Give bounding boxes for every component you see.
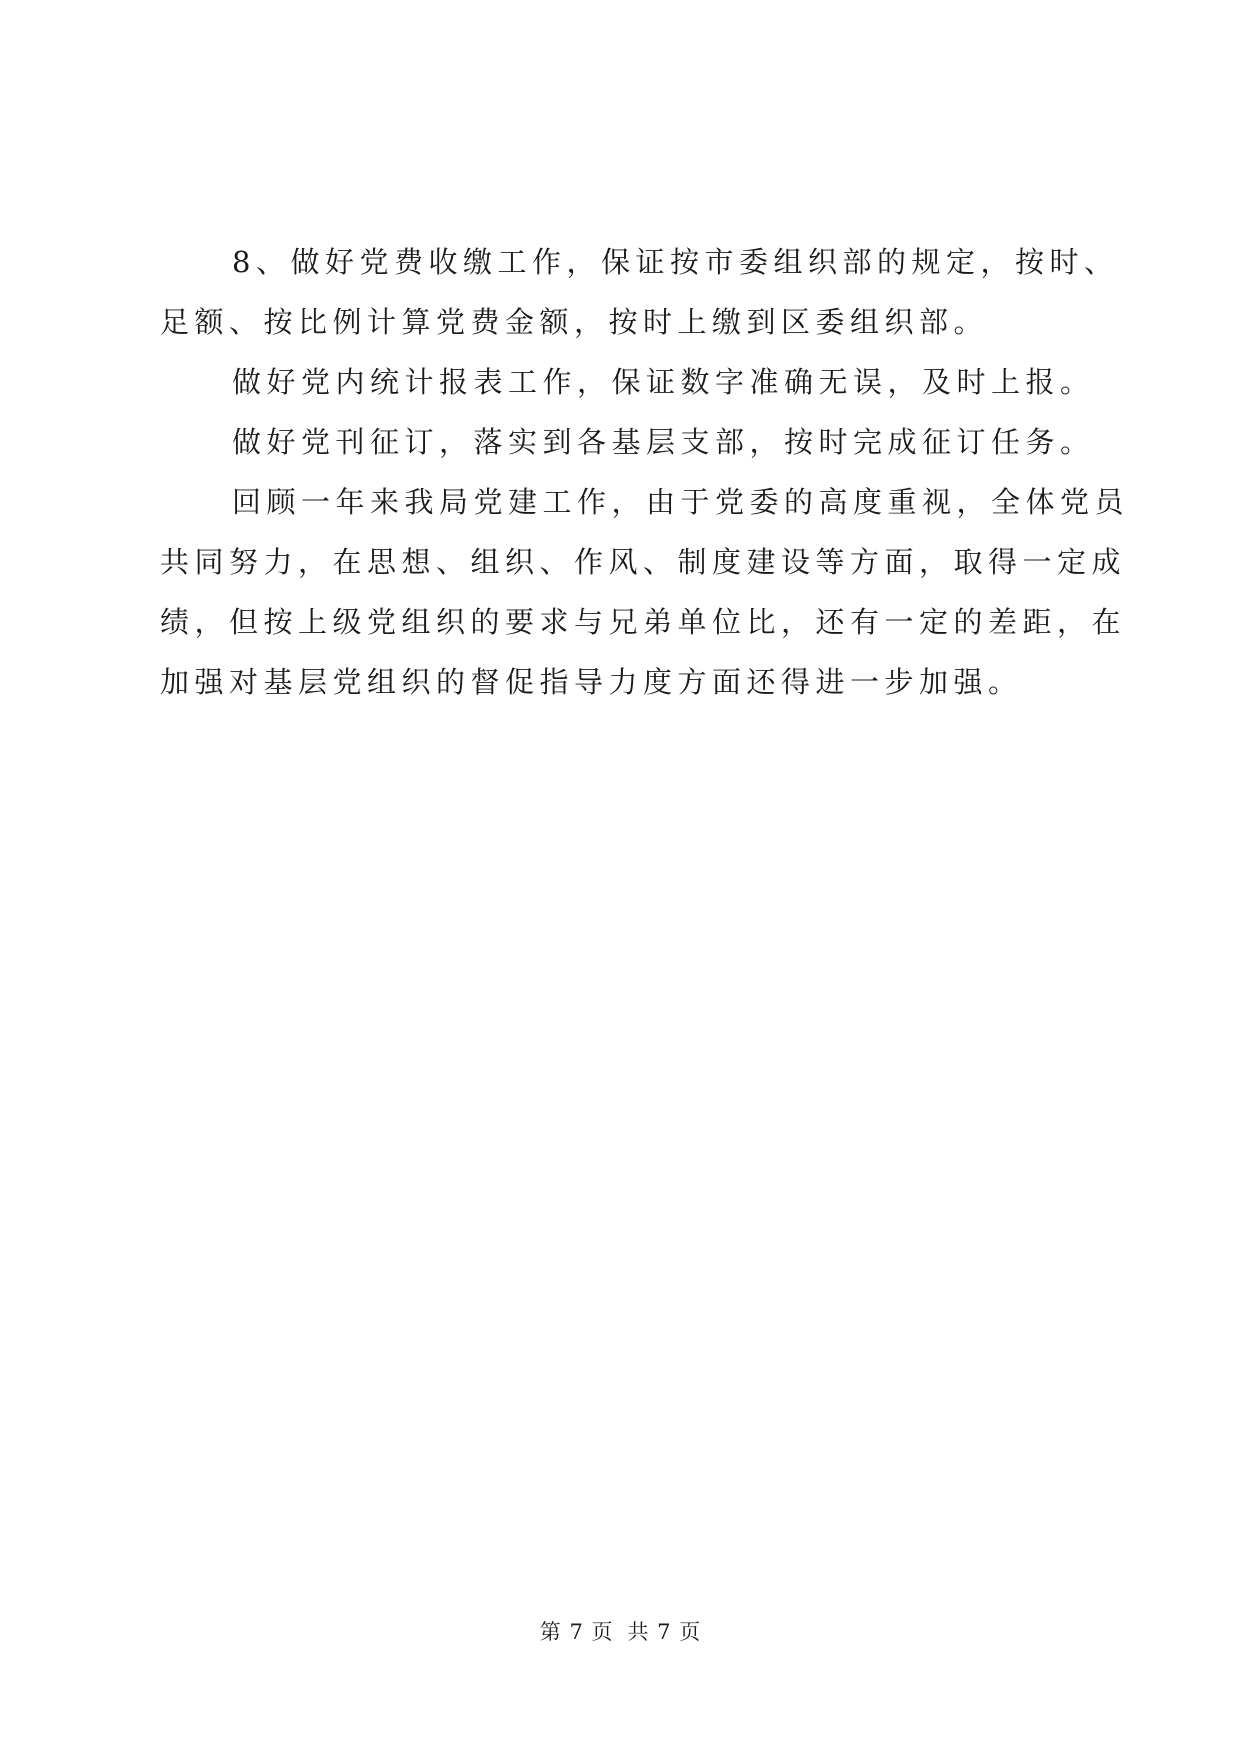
- page-number: 第 7 页: [539, 1620, 614, 1644]
- paragraph-line: 加强对基层党组织的督促指导力度方面还得进一步加强。: [160, 665, 1023, 699]
- paragraph-line: 回顾一年来我局党建工作，由于党委的高度重视，全体党员: [232, 485, 1130, 519]
- paragraph-line: 做好党刊征订，落实到各基层支部，按时完成征订任务。: [232, 425, 1095, 459]
- paragraph-line: 足额、按比例计算党费金额，按时上缴到区委组织部。: [160, 305, 989, 339]
- paragraph-line: 绩，但按上级党组织的要求与兄弟单位比，还有一定的差距，在: [160, 605, 1127, 639]
- paragraph-line: 共同努力，在思想、组织、作风、制度建设等方面，取得一定成: [160, 545, 1127, 579]
- paragraph-line: 8、做好党费收缴工作，保证按市委组织部的规定，按时、: [232, 245, 1119, 279]
- page-total: 共 7 页: [627, 1620, 702, 1644]
- paragraph-line: 做好党内统计报表工作，保证数字准确无误，及时上报。: [232, 365, 1095, 399]
- page-footer: [0, 1616, 1241, 1646]
- document-body: [160, 232, 1130, 712]
